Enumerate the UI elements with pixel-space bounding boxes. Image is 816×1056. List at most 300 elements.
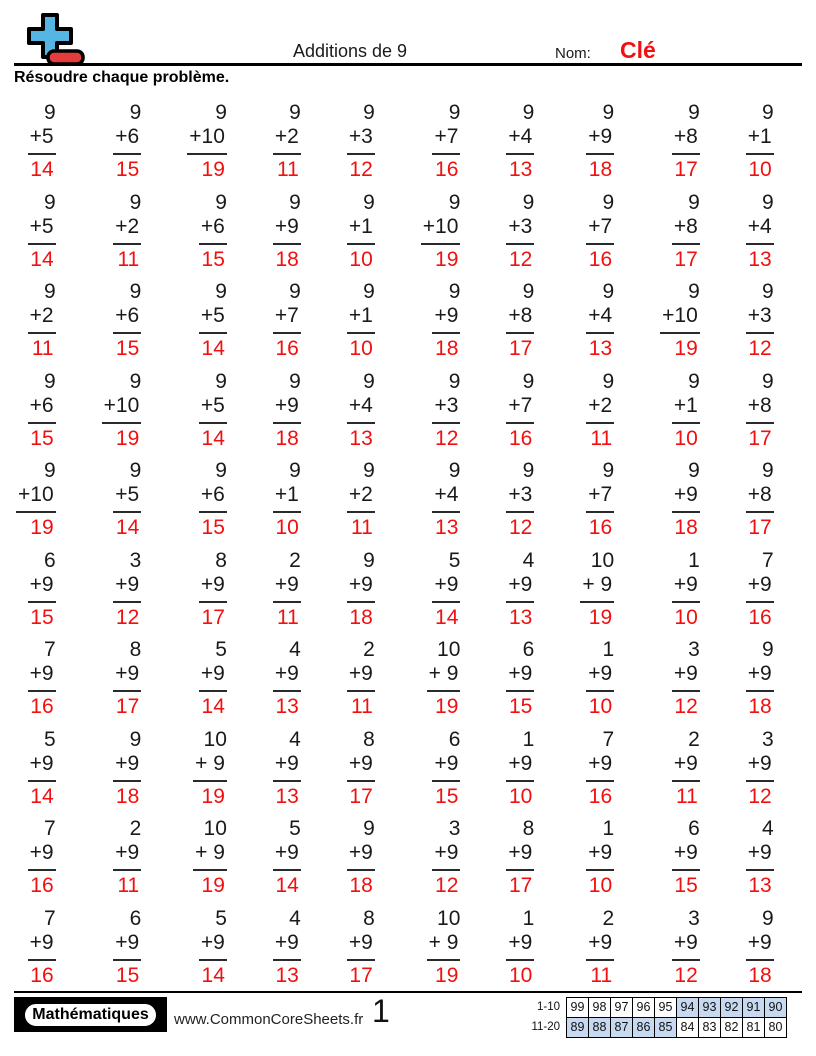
problem-answer: 11	[350, 695, 373, 718]
problem-cell	[347, 275, 421, 365]
problem-bottom-operand: +9	[432, 841, 460, 871]
problem-answer: 14	[201, 695, 225, 718]
problem-bottom-operand: + 9	[427, 931, 461, 961]
problem-top-operand: 9	[688, 101, 700, 124]
problem-answer: 17	[201, 605, 225, 629]
problem-answer: 14	[30, 784, 54, 808]
problem-cell	[187, 723, 273, 813]
problem-cell	[273, 723, 347, 813]
problem-answer: 17	[509, 874, 533, 897]
problem-bottom-operand: +9	[586, 931, 614, 961]
problem-top-operand: 2	[602, 906, 615, 930]
problem-answer: 13	[275, 784, 299, 808]
problem-bottom-operand: +9	[273, 931, 301, 961]
problem-answer: 19	[201, 158, 225, 181]
problem-bottom-operand: +9	[586, 662, 614, 692]
problem-top-operand: 8	[363, 727, 375, 751]
problem-cell	[580, 365, 660, 455]
problem-top-operand: 5	[215, 906, 227, 930]
problem-cell	[102, 96, 188, 186]
instruction-text: Résoudre chaque problème.	[14, 69, 230, 86]
problem-bottom-operand: +9	[273, 394, 301, 424]
problem-cell	[421, 186, 507, 276]
problem-cell	[580, 186, 660, 276]
problem-top-operand: 9	[363, 280, 375, 303]
problem-cell	[580, 454, 660, 544]
problem-top-operand: 9	[363, 101, 375, 124]
problem-bottom-operand: +3	[506, 483, 534, 513]
problem-answer: 16	[588, 516, 613, 539]
problem-cell	[102, 723, 188, 813]
problem-cell	[746, 633, 816, 723]
problem-answer: 15	[435, 784, 459, 808]
problem-cell	[421, 544, 507, 634]
problem-cell	[746, 186, 816, 276]
name-value: Clé	[620, 37, 656, 63]
problem-answer: 13	[349, 426, 373, 450]
problem-top-operand: 9	[289, 190, 301, 214]
problem-bottom-operand: +5	[199, 304, 227, 334]
problem-top-operand: 1	[688, 548, 700, 572]
problem-top-operand: 9	[522, 459, 535, 482]
problem-answer: 15	[115, 337, 140, 360]
problem-answer: 10	[674, 605, 698, 629]
problem-answer: 13	[509, 605, 533, 629]
problem-cell	[16, 96, 102, 186]
problem-answer: 17	[748, 426, 772, 450]
problem-bottom-operand: +3	[506, 215, 534, 245]
problem-cell	[102, 275, 188, 365]
problem-cell	[506, 812, 580, 902]
problem-cell	[102, 902, 188, 992]
problem-cell	[660, 275, 746, 365]
problem-answer: 17	[674, 158, 698, 181]
problem-top-operand: 4	[289, 906, 301, 930]
problem-cell	[16, 633, 102, 723]
problem-bottom-operand: +9	[273, 573, 301, 603]
problem-cell	[187, 633, 273, 723]
problem-top-operand: 9	[762, 906, 774, 930]
problem-cell	[102, 365, 188, 455]
problem-answer: 12	[349, 158, 373, 181]
problem-cell	[273, 633, 347, 723]
score-cell: 93	[698, 997, 721, 1018]
problem-bottom-operand: +7	[586, 483, 614, 513]
problem-top-operand: 2	[129, 817, 142, 840]
problem-top-operand: 3	[448, 817, 461, 840]
problem-bottom-operand: +6	[113, 304, 141, 334]
problem-answer: 11	[675, 784, 698, 808]
problem-cell	[421, 275, 507, 365]
problem-top-operand: 9	[289, 369, 301, 393]
score-cell: 95	[654, 997, 677, 1018]
problem-cell	[187, 454, 273, 544]
problem-top-operand: 4	[762, 817, 774, 840]
problem-top-operand: 9	[688, 190, 700, 214]
problem-bottom-operand: +5	[199, 394, 227, 424]
problem-bottom-operand: +2	[273, 125, 301, 155]
problem-answer: 15	[115, 963, 140, 987]
problem-answer: 12	[509, 247, 533, 271]
problem-bottom-operand: +9	[113, 573, 141, 603]
problem-cell	[16, 902, 102, 992]
problem-bottom-operand: +10	[187, 125, 227, 155]
problem-top-operand: 9	[289, 101, 301, 124]
problem-top-operand: 5	[448, 548, 461, 572]
problem-cell	[102, 633, 188, 723]
problem-answer: 12	[509, 516, 533, 539]
problem-bottom-operand: +7	[586, 215, 614, 245]
problem-answer: 16	[275, 337, 299, 360]
problem-top-operand: 9	[129, 727, 142, 751]
problem-cell	[187, 902, 273, 992]
problem-top-operand: 5	[43, 727, 56, 751]
problem-cell	[421, 454, 507, 544]
problem-answer: 16	[588, 247, 613, 271]
brand-bar	[14, 997, 167, 1032]
problem-top-operand: 9	[363, 190, 375, 214]
header-divider	[14, 63, 802, 66]
problem-cell	[16, 454, 102, 544]
problem-bottom-operand: +6	[199, 483, 227, 513]
problem-top-operand: 2	[289, 548, 301, 572]
problem-cell	[102, 544, 188, 634]
problem-top-operand: 9	[762, 369, 774, 393]
problem-top-operand: 9	[762, 280, 774, 303]
problem-bottom-operand: +4	[347, 394, 375, 424]
problem-top-operand: 9	[522, 101, 535, 124]
problem-top-operand: 3	[688, 638, 700, 661]
problem-bottom-operand: +10	[16, 483, 56, 513]
problem-cell	[660, 365, 746, 455]
problem-top-operand: 1	[602, 638, 615, 661]
score-cell: 97	[610, 997, 633, 1018]
problem-cell	[660, 902, 746, 992]
problem-cell	[421, 723, 507, 813]
problem-bottom-operand: +1	[672, 394, 700, 424]
problem-bottom-operand: +9	[347, 841, 375, 871]
problem-cell	[746, 902, 816, 992]
problem-answer: 13	[435, 516, 459, 539]
problem-answer: 18	[275, 426, 299, 450]
problem-bottom-operand: +6	[199, 215, 227, 245]
problem-cell	[421, 365, 507, 455]
problem-answer: 17	[674, 247, 698, 271]
problem-answer: 10	[509, 784, 533, 808]
problem-cell	[16, 723, 102, 813]
problem-top-operand: 6	[448, 727, 461, 751]
problem-bottom-operand: +2	[113, 215, 141, 245]
problem-answer: 17	[349, 784, 373, 808]
problem-cell	[273, 365, 347, 455]
problem-bottom-operand: +10	[660, 304, 700, 334]
problem-top-operand: 9	[448, 459, 461, 482]
problem-answer: 13	[275, 963, 299, 987]
problem-top-operand: 9	[602, 280, 615, 303]
problem-cell	[746, 544, 816, 634]
problem-answer: 18	[349, 605, 373, 629]
problem-answer: 14	[30, 158, 54, 181]
problem-bottom-operand: +9	[672, 573, 700, 603]
problem-cell	[746, 365, 816, 455]
problem-bottom-operand: +1	[347, 304, 375, 334]
plus-minus-logo	[22, 11, 88, 67]
problem-cell	[347, 902, 421, 992]
problem-top-operand: 6	[43, 548, 56, 572]
problem-cell	[273, 454, 347, 544]
problem-bottom-operand: +2	[586, 394, 614, 424]
problem-bottom-operand: +9	[28, 662, 56, 692]
problem-bottom-operand: +10	[102, 394, 142, 424]
problem-answer: 10	[349, 247, 373, 271]
problem-cell	[16, 812, 102, 902]
problem-cell	[580, 812, 660, 902]
problem-cell	[16, 544, 102, 634]
problem-top-operand: 9	[289, 280, 301, 303]
problem-answer: 15	[674, 874, 698, 897]
score-cell: 92	[720, 997, 743, 1018]
problem-answer: 18	[674, 516, 698, 539]
problem-bottom-operand: +9	[199, 573, 227, 603]
problem-answer: 19	[201, 784, 225, 808]
problem-answer: 11	[277, 605, 299, 629]
problem-answer: 18	[588, 158, 613, 181]
problem-cell	[347, 812, 421, 902]
problem-cell	[273, 902, 347, 992]
problem-answer: 19	[435, 963, 459, 987]
problem-cell	[16, 186, 102, 276]
problem-cell	[580, 275, 660, 365]
name-label: Nom:	[555, 45, 591, 62]
problem-bottom-operand: +9	[273, 215, 301, 245]
problem-answer: 16	[30, 695, 54, 718]
problem-top-operand: 9	[129, 101, 142, 124]
problem-cell	[187, 812, 273, 902]
problem-answer: 13	[275, 695, 299, 718]
problem-answer: 19	[435, 695, 459, 718]
problem-top-operand: 9	[762, 638, 774, 661]
problem-top-operand: 10	[590, 548, 615, 572]
problem-cell	[347, 365, 421, 455]
problem-bottom-operand: + 9	[193, 752, 227, 782]
problem-cell	[347, 723, 421, 813]
footer-divider	[14, 991, 802, 993]
problem-cell	[273, 275, 347, 365]
problem-top-operand: 9	[522, 369, 535, 393]
problem-answer: 10	[275, 516, 299, 539]
problem-answer: 13	[748, 247, 772, 271]
problem-bottom-operand: +9	[746, 573, 774, 603]
brand-logo: Mathématiques	[23, 1002, 157, 1028]
problem-top-operand: 9	[215, 459, 227, 482]
score-cell: 81	[742, 1017, 765, 1038]
problem-top-operand: 7	[762, 548, 774, 572]
problem-bottom-operand: +9	[672, 752, 700, 782]
problem-cell	[273, 96, 347, 186]
problem-bottom-operand: +6	[113, 125, 141, 155]
problem-top-operand: 1	[602, 817, 615, 840]
score-cell: 84	[676, 1017, 699, 1038]
problem-bottom-operand: +2	[28, 304, 56, 334]
problem-answer: 19	[201, 874, 225, 897]
problem-bottom-operand: +9	[28, 752, 56, 782]
problem-bottom-operand: +3	[347, 125, 375, 155]
problem-answer: 14	[30, 247, 54, 271]
score-cell: 96	[632, 997, 655, 1018]
problem-bottom-operand: +4	[506, 125, 534, 155]
problem-bottom-operand: +9	[432, 752, 460, 782]
problem-answer: 19	[30, 516, 54, 539]
problem-answer: 16	[588, 784, 613, 808]
problem-answer: 11	[590, 426, 613, 450]
problem-bottom-operand: +9	[506, 841, 534, 871]
score-cell: 88	[588, 1017, 611, 1038]
problem-top-operand: 10	[437, 906, 461, 930]
score-cell: 90	[764, 997, 787, 1018]
problem-cell	[580, 96, 660, 186]
problem-answer: 15	[201, 516, 225, 539]
problem-cell	[187, 186, 273, 276]
problem-cell	[746, 812, 816, 902]
problem-bottom-operand: +1	[273, 483, 301, 513]
score-cell: 91	[742, 997, 765, 1018]
problem-cell	[660, 96, 746, 186]
problem-bottom-operand: +9	[672, 931, 700, 961]
problem-top-operand: 9	[363, 817, 375, 840]
problem-top-operand: 4	[522, 548, 535, 572]
problem-top-operand: 9	[215, 369, 227, 393]
problem-cell	[421, 96, 507, 186]
problem-cell	[16, 365, 102, 455]
problem-answer: 16	[30, 963, 54, 987]
problem-answer: 17	[509, 337, 533, 360]
problem-bottom-operand: +9	[746, 841, 774, 871]
problem-top-operand: 9	[522, 280, 535, 303]
problem-bottom-operand: +3	[432, 394, 460, 424]
problem-answer: 15	[30, 605, 54, 629]
problem-top-operand: 9	[602, 459, 615, 482]
problem-bottom-operand: +9	[746, 752, 774, 782]
problem-bottom-operand: +2	[347, 483, 375, 513]
problem-bottom-operand: +1	[347, 215, 375, 245]
page-title: Additions de 9	[292, 41, 408, 61]
problem-answer: 14	[435, 605, 459, 629]
problem-top-operand: 7	[43, 906, 56, 930]
problem-bottom-operand: +9	[506, 662, 534, 692]
problem-bottom-operand: +9	[28, 573, 56, 603]
problem-bottom-operand: +5	[113, 483, 141, 513]
score-row-label: 1-10	[536, 1001, 560, 1013]
problem-answer: 12	[674, 695, 698, 718]
problem-cell	[421, 633, 507, 723]
score-cell: 80	[764, 1017, 787, 1038]
score-cell: 86	[632, 1017, 655, 1038]
problem-answer: 14	[275, 874, 299, 897]
problem-top-operand: 9	[602, 369, 615, 393]
problem-cell	[506, 723, 580, 813]
problem-cell	[506, 902, 580, 992]
score-cell: 99	[566, 997, 589, 1018]
score-cell: 83	[698, 1017, 721, 1038]
score-cell: 85	[654, 1017, 677, 1038]
problem-top-operand: 9	[363, 459, 375, 482]
problem-top-operand: 5	[289, 817, 301, 840]
problem-cell	[660, 544, 746, 634]
problem-top-operand: 10	[203, 817, 227, 840]
website-url: www.CommonCoreSheets.fr	[174, 1011, 364, 1028]
problem-top-operand: 9	[688, 369, 700, 393]
problem-bottom-operand: +5	[28, 215, 56, 245]
problem-answer: 15	[30, 426, 54, 450]
problem-answer: 12	[115, 605, 140, 629]
problem-answer: 18	[115, 784, 140, 808]
problem-top-operand: 9	[215, 101, 227, 124]
problem-cell	[273, 186, 347, 276]
problem-answer: 16	[435, 158, 459, 181]
problem-cell	[102, 812, 188, 902]
problem-top-operand: 8	[522, 817, 535, 840]
problem-cell	[347, 544, 421, 634]
problem-top-operand: 7	[602, 727, 615, 751]
problem-top-operand: 9	[448, 190, 461, 214]
problem-top-operand: 9	[129, 369, 142, 393]
problem-bottom-operand: +8	[506, 304, 534, 334]
problem-answer: 17	[115, 695, 140, 718]
problem-answer: 16	[30, 874, 54, 897]
problem-cell	[746, 96, 816, 186]
score-cell: 87	[610, 1017, 633, 1038]
problem-answer: 13	[509, 158, 533, 181]
problem-answer: 10	[588, 874, 613, 897]
problem-cell	[746, 454, 816, 544]
problem-top-operand: 6	[688, 817, 700, 840]
problem-bottom-operand: +9	[273, 752, 301, 782]
problem-cell	[580, 633, 660, 723]
problem-bottom-operand: +9	[273, 841, 301, 871]
problem-bottom-operand: + 9	[580, 573, 614, 603]
problem-cell	[660, 723, 746, 813]
problem-bottom-operand: +6	[28, 394, 56, 424]
problem-cell	[347, 96, 421, 186]
problem-answer: 15	[115, 158, 140, 181]
problem-top-operand: 9	[688, 459, 700, 482]
problem-answer: 13	[748, 874, 772, 897]
problem-top-operand: 8	[129, 638, 142, 661]
problem-bottom-operand: +9	[347, 573, 375, 603]
problem-bottom-operand: +9	[746, 931, 774, 961]
problem-bottom-operand: +9	[506, 573, 534, 603]
problem-bottom-operand: +8	[672, 215, 700, 245]
problem-bottom-operand: +9	[199, 662, 227, 692]
problem-answer: 16	[748, 605, 772, 629]
problem-answer: 11	[590, 963, 613, 987]
problem-bottom-operand: +4	[432, 483, 460, 513]
problem-bottom-operand: +3	[746, 304, 774, 334]
problem-cell	[506, 96, 580, 186]
problem-bottom-operand: +9	[113, 841, 141, 871]
problem-answer: 10	[748, 158, 772, 181]
problem-answer: 14	[201, 963, 225, 987]
problem-cell	[273, 812, 347, 902]
problem-bottom-operand: +9	[672, 662, 700, 692]
problem-top-operand: 9	[289, 459, 301, 482]
problem-top-operand: 9	[762, 459, 774, 482]
problem-bottom-operand: +9	[672, 841, 700, 871]
problem-bottom-operand: +9	[113, 662, 141, 692]
problem-cell	[506, 454, 580, 544]
problem-top-operand: 1	[522, 727, 535, 751]
problem-top-operand: 9	[43, 101, 56, 124]
